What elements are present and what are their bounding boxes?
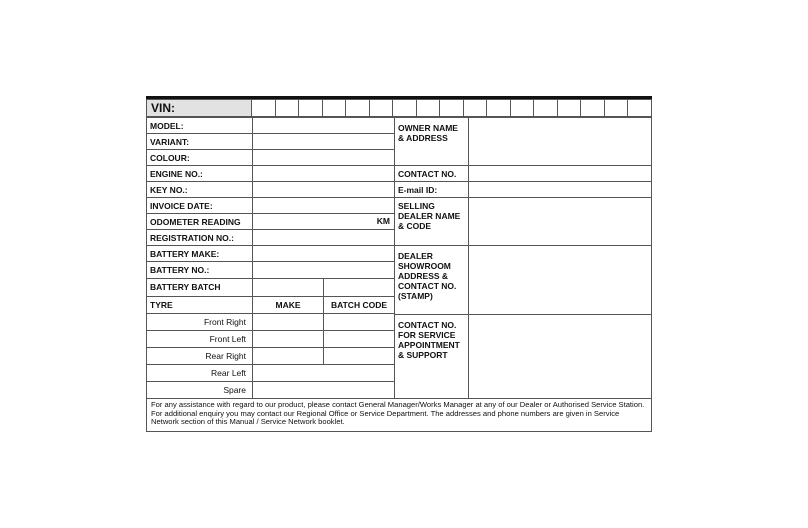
email-field[interactable]: [468, 181, 652, 198]
tyre-make-field[interactable]: [252, 330, 324, 348]
dealer-showroom-label: DEALER SHOWROOM ADDRESS & CONTACT NO. (STAMP): [394, 245, 469, 315]
battery-no-field[interactable]: [252, 261, 395, 279]
registration-no-label: REGISTRATION NO.:: [146, 229, 253, 246]
vin-char-box[interactable]: [276, 99, 300, 117]
invoice-date-field[interactable]: [252, 197, 395, 214]
tyre-batch-header: BATCH CODE: [323, 296, 395, 314]
service-contact-field[interactable]: [468, 314, 652, 399]
tyre-make-field[interactable]: [252, 313, 324, 331]
tyre-row-label: Front Right: [146, 313, 253, 331]
variant-label: VARIANT:: [146, 133, 253, 150]
contact-no-field[interactable]: [468, 165, 652, 182]
tyre-row-label: Rear Right: [146, 347, 253, 365]
tyre-field-wide[interactable]: [252, 381, 395, 399]
battery-batch-field-2[interactable]: [323, 278, 395, 297]
vin-char-box[interactable]: [370, 99, 394, 117]
owner-label: OWNER NAME & ADDRESS: [394, 117, 469, 166]
tyre-make-field[interactable]: [252, 347, 324, 365]
model-label: MODEL:: [146, 117, 253, 134]
vin-char-box[interactable]: [323, 99, 347, 117]
tyre-header: TYRE: [146, 296, 253, 314]
odometer-label: ODOMETER READING: [146, 213, 253, 230]
selling-dealer-field[interactable]: [468, 197, 652, 246]
vin-char-box[interactable]: [464, 99, 488, 117]
assistance-note: For any assistance with regard to our product, please contact General Manager/Works Manager at any of our Dealer or Authorised Service Station. For additional enquiry you may contact our Regional Office or Service Department. The addresses and phone numbers are given in Service Network section of this Manual / Service Network booklet.: [146, 398, 652, 432]
registration-no-field[interactable]: [252, 229, 395, 246]
service-contact-label: CONTACT NO. FOR SERVICE APPOINTMENT & SUPPORT: [394, 314, 469, 399]
vin-char-box[interactable]: [487, 99, 511, 117]
engine-no-label: ENGINE NO.:: [146, 165, 253, 182]
key-no-field[interactable]: [252, 181, 395, 198]
engine-no-field[interactable]: [252, 165, 395, 182]
contact-no-label: CONTACT NO.: [394, 165, 469, 182]
vin-char-box[interactable]: [440, 99, 464, 117]
vin-char-box[interactable]: [511, 99, 535, 117]
invoice-date-label: INVOICE DATE:: [146, 197, 253, 214]
tyre-row-label: Rear Left: [146, 364, 253, 382]
vin-char-box[interactable]: [393, 99, 417, 117]
vin-label: VIN:: [146, 99, 252, 117]
model-field[interactable]: [252, 117, 395, 134]
tyre-row-label: Spare: [146, 381, 253, 399]
vin-char-box[interactable]: [628, 99, 652, 117]
tyre-batch-field[interactable]: [323, 330, 395, 348]
vin-char-box[interactable]: [299, 99, 323, 117]
tyre-batch-field[interactable]: [323, 313, 395, 331]
vin-char-box[interactable]: [417, 99, 441, 117]
tyre-field-wide[interactable]: [252, 364, 395, 382]
odometer-field[interactable]: [252, 213, 395, 230]
tyre-row-label: Front Left: [146, 330, 253, 348]
battery-no-label: BATTERY NO.:: [146, 261, 253, 279]
key-no-label: KEY NO.:: [146, 181, 253, 198]
battery-batch-label: BATTERY BATCH: [146, 278, 253, 297]
vin-char-box[interactable]: [346, 99, 370, 117]
variant-field[interactable]: [252, 133, 395, 150]
colour-field[interactable]: [252, 149, 395, 166]
vin-char-box[interactable]: [558, 99, 582, 117]
email-label: E-mail ID:: [394, 181, 469, 198]
battery-batch-field-1[interactable]: [252, 278, 324, 297]
battery-make-label: BATTERY MAKE:: [146, 245, 253, 262]
colour-label: COLOUR:: [146, 149, 253, 166]
vin-char-box[interactable]: [252, 99, 276, 117]
odometer-unit: KM: [376, 216, 390, 226]
vin-char-box[interactable]: [605, 99, 629, 117]
tyre-batch-field[interactable]: [323, 347, 395, 365]
selling-dealer-label: SELLING DEALER NAME & CODE: [394, 197, 469, 246]
vin-char-box[interactable]: [581, 99, 605, 117]
battery-make-field[interactable]: [252, 245, 395, 262]
owner-field[interactable]: [468, 117, 652, 166]
dealer-showroom-field[interactable]: [468, 245, 652, 315]
tyre-make-header: MAKE: [252, 296, 324, 314]
vin-char-box[interactable]: [534, 99, 558, 117]
